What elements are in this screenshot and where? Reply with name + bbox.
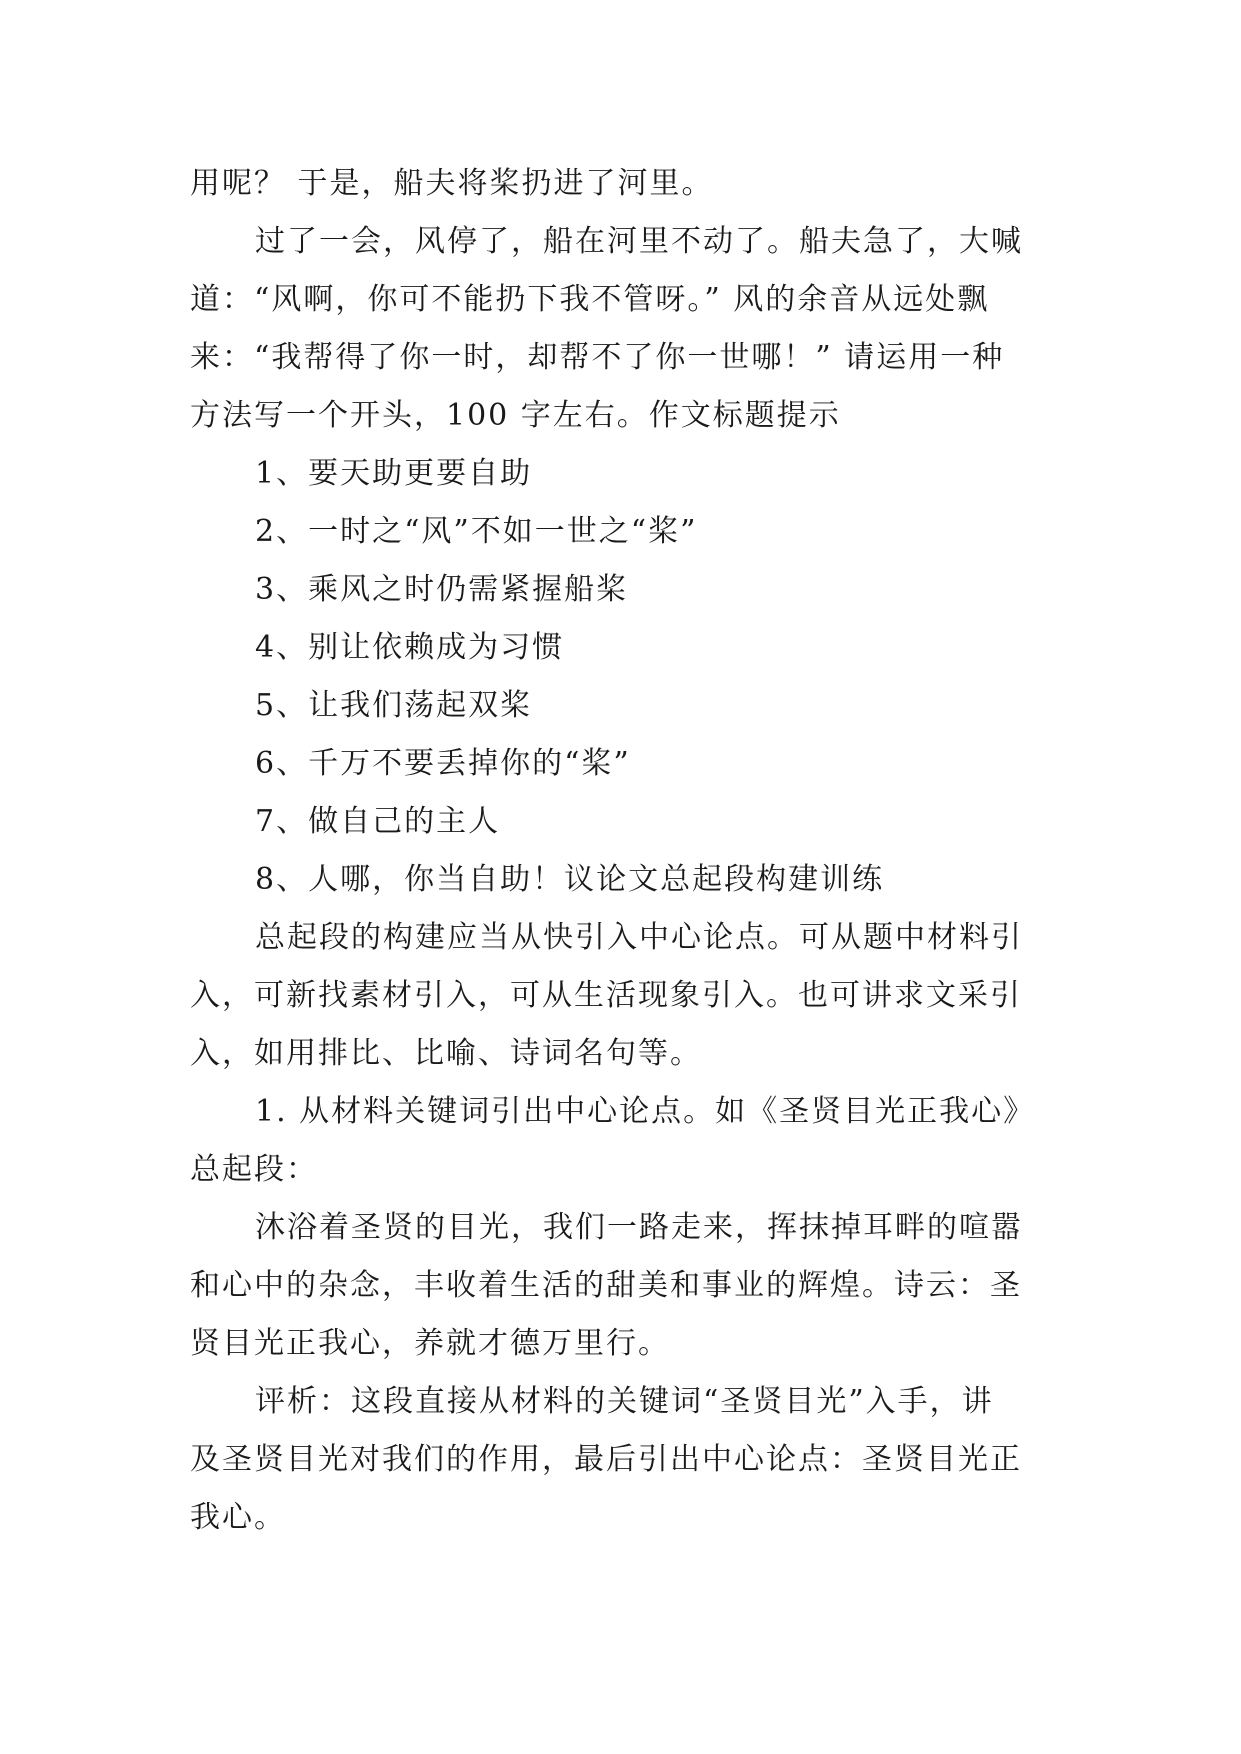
text-line: 道：“风啊，你可不能扔下我不管呀。” 风的余音从远处飘 bbox=[190, 282, 990, 317]
text-line: 总起段： bbox=[190, 1152, 318, 1187]
text-line: 入，如用排比、比喻、诗词名句等。 bbox=[190, 1036, 702, 1071]
list-item: 3、乘风之时仍需紧握船桨 bbox=[255, 572, 629, 607]
text-line: 评析：这段直接从材料的关键词“圣贤目光”入手，讲 bbox=[255, 1384, 994, 1419]
list-item: 6、千万不要丢掉你的“桨” bbox=[255, 746, 631, 781]
text-line: 用呢？ 于是，船夫将桨扔进了河里。 bbox=[190, 166, 714, 201]
text-line: 沐浴着圣贤的目光，我们一路走来，挥抹掉耳畔的喧嚣 bbox=[255, 1210, 1023, 1245]
list-item: 5、让我们荡起双桨 bbox=[255, 688, 533, 723]
text-line: 1. 从材料关键词引出中心论点。如《圣贤目光正我心》 bbox=[255, 1094, 1036, 1129]
list-item: 7、做自己的主人 bbox=[255, 804, 501, 839]
text-line: 和心中的杂念，丰收着生活的甜美和事业的辉煌。诗云：圣 bbox=[190, 1268, 1022, 1303]
text-line: 总起段的构建应当从快引入中心论点。可从题中材料引 bbox=[255, 920, 1023, 955]
list-item: 2、一时之“风”不如一世之“桨” bbox=[255, 514, 698, 549]
text-line: 我心。 bbox=[190, 1500, 286, 1535]
list-item: 8、人哪，你当自助！议论文总起段构建训练 bbox=[255, 862, 885, 897]
list-item: 4、别让依赖成为习惯 bbox=[255, 630, 565, 665]
text-line: 方法写一个开头，100 字左右。作文标题提示 bbox=[190, 398, 841, 433]
text-line: 及圣贤目光对我们的作用，最后引出中心论点：圣贤目光正 bbox=[190, 1442, 1022, 1477]
text-line: 入，可新找素材引入，可从生活现象引入。也可讲求文采引 bbox=[190, 978, 1022, 1013]
text-line: 贤目光正我心，养就才德万里行。 bbox=[190, 1326, 670, 1361]
list-item: 1、要天助更要自助 bbox=[255, 456, 533, 491]
text-line: 来：“我帮得了你一时，却帮不了你一世哪！” 请运用一种 bbox=[190, 340, 1005, 375]
text-line: 过了一会，风停了，船在河里不动了。船夫急了，大喊 bbox=[255, 224, 1023, 259]
